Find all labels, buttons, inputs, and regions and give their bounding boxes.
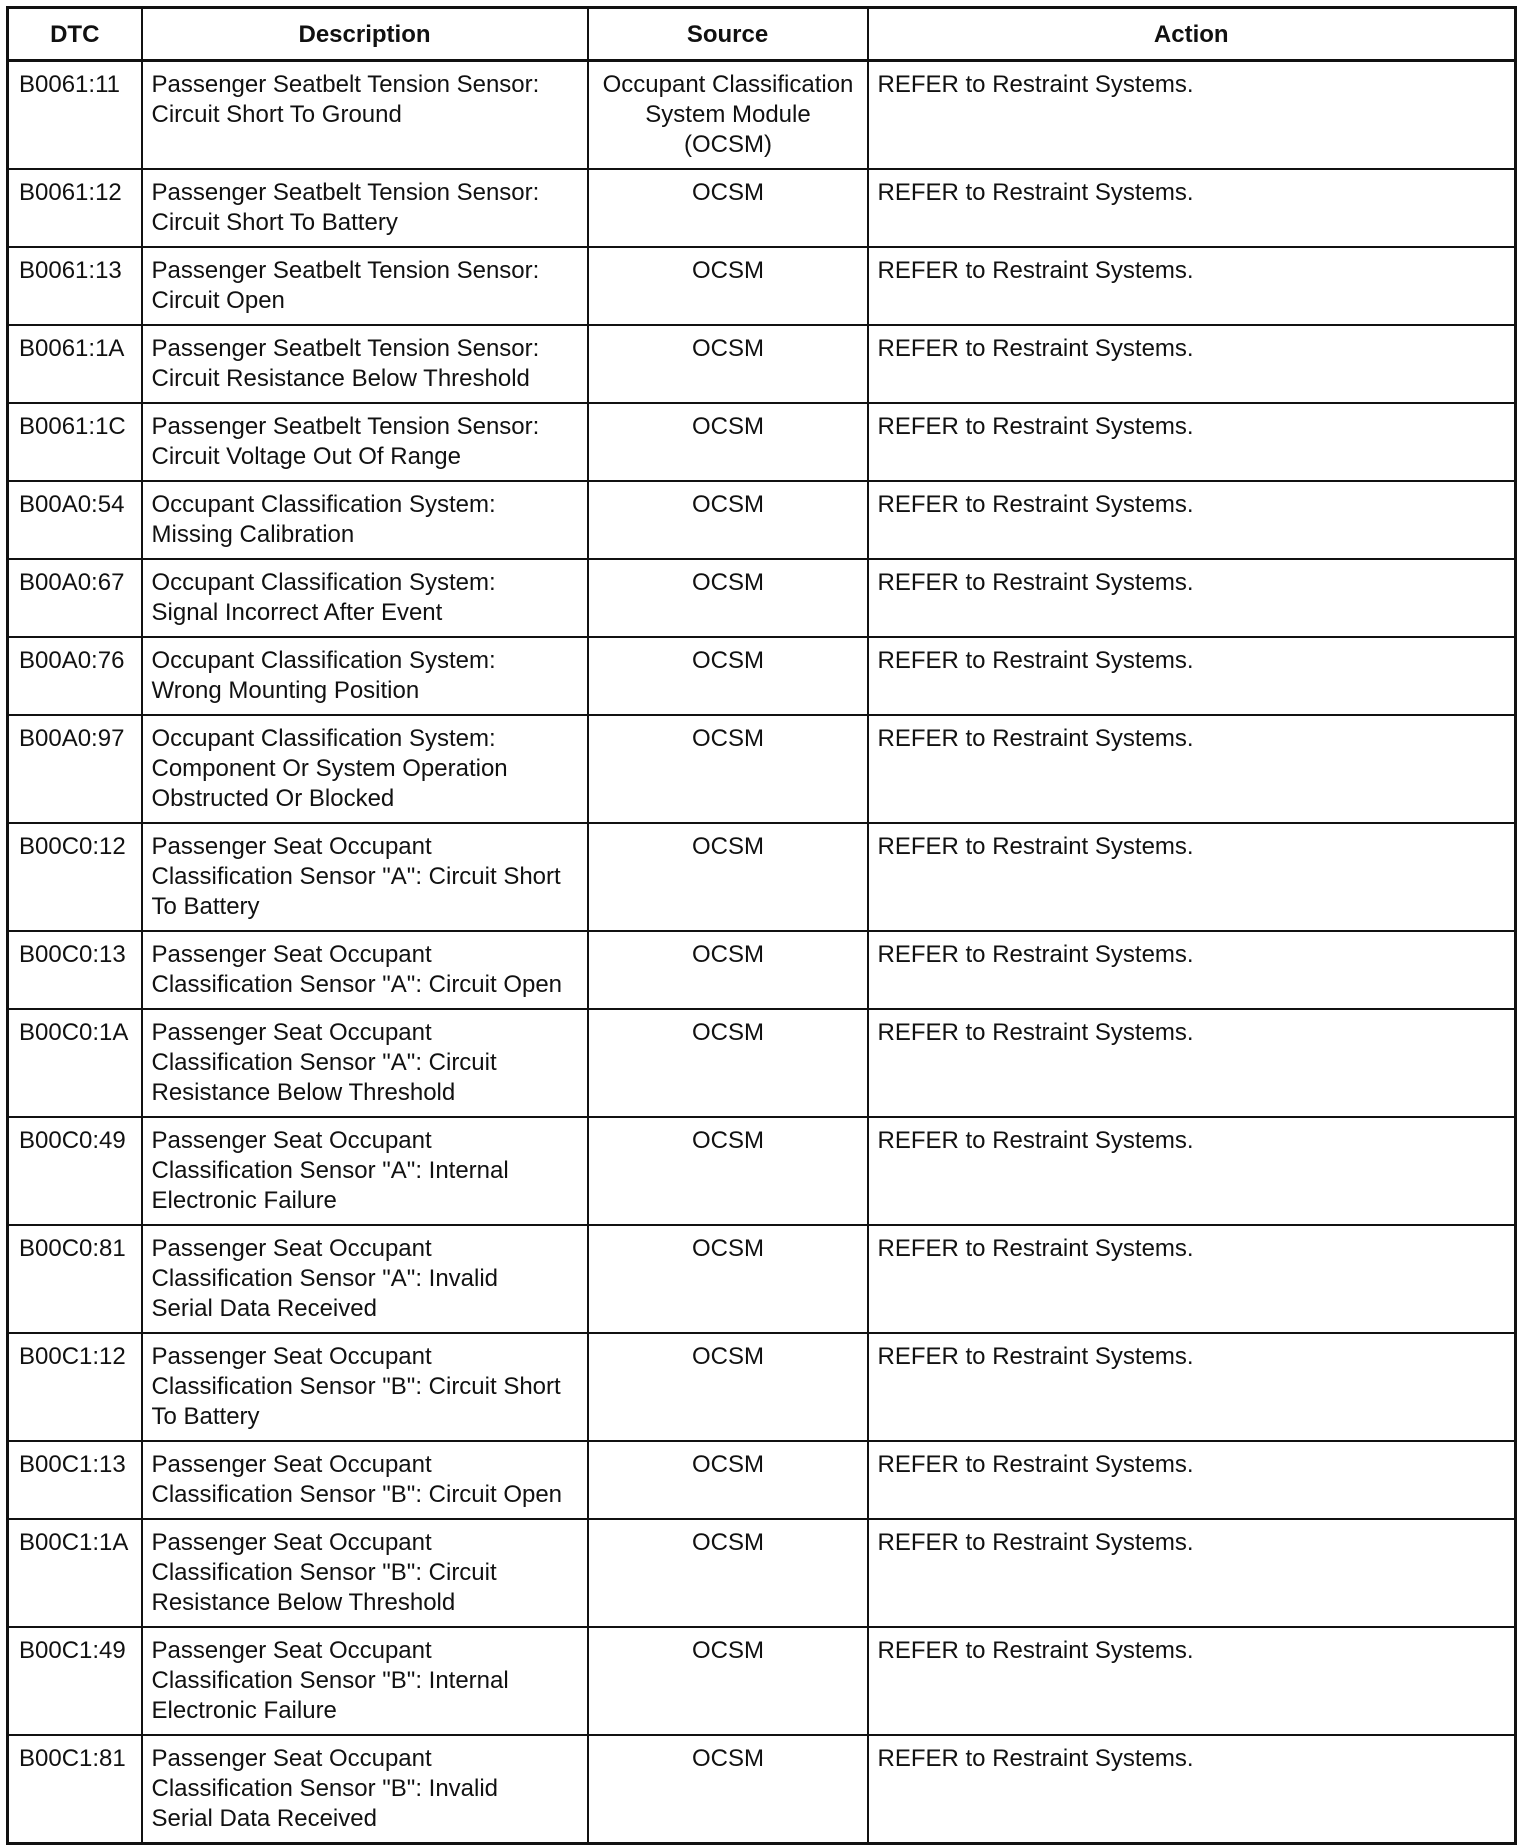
dtc-source — [588, 325, 868, 403]
source-line: (OCSM) — [684, 131, 772, 158]
dtc-action: REFER to Restraint Systems. — [868, 931, 1516, 1009]
column-header-action: Action — [868, 8, 1516, 61]
description-line: Classification Sensor "A": Internal — [151, 1157, 509, 1184]
table-row — [8, 1225, 1516, 1333]
dtc-description — [142, 403, 588, 481]
dtc-action: REFER to Restraint Systems. — [868, 1735, 1516, 1844]
dtc-action: REFER to Restraint Systems. — [868, 1225, 1516, 1333]
description-line: Classification Sensor "B": Internal — [151, 1667, 509, 1694]
source-line: OCSM — [692, 647, 764, 674]
dtc-code: B0061:1A — [8, 325, 142, 403]
dtc-table-container — [6, 6, 1517, 1845]
column-header-description: Description — [142, 8, 588, 61]
description-line: Passenger Seatbelt Tension Sensor: — [151, 413, 540, 440]
description-line: Serial Data Received — [151, 1295, 377, 1322]
dtc-code: B0061:12 — [8, 169, 142, 247]
dtc-source — [588, 1225, 868, 1333]
dtc-code: B00C1:81 — [8, 1735, 142, 1844]
dtc-source — [588, 559, 868, 637]
description-line: Circuit Open — [151, 287, 285, 314]
dtc-action: REFER to Restraint Systems. — [868, 169, 1516, 247]
description-line: Circuit Voltage Out Of Range — [151, 443, 461, 470]
table-row — [8, 169, 1516, 247]
table-row — [8, 61, 1516, 170]
dtc-description — [142, 1009, 588, 1117]
dtc-action: REFER to Restraint Systems. — [868, 637, 1516, 715]
dtc-description — [142, 637, 588, 715]
dtc-action: REFER to Restraint Systems. — [868, 1009, 1516, 1117]
dtc-action: REFER to Restraint Systems. — [868, 1441, 1516, 1519]
source-line: OCSM — [692, 257, 764, 284]
dtc-source — [588, 169, 868, 247]
dtc-source — [588, 715, 868, 823]
dtc-code: B00C0:81 — [8, 1225, 142, 1333]
description-line: Classification Sensor "B": Circuit — [151, 1559, 497, 1586]
dtc-source — [588, 1441, 868, 1519]
description-line: Missing Calibration — [151, 521, 355, 548]
description-line: Circuit Resistance Below Threshold — [151, 365, 530, 392]
dtc-action: REFER to Restraint Systems. — [868, 1519, 1516, 1627]
source-line: OCSM — [692, 491, 764, 518]
dtc-code: B0061:11 — [8, 61, 142, 170]
description-line: Classification Sensor "B": Circuit Open — [151, 1481, 563, 1508]
dtc-source — [588, 1333, 868, 1441]
dtc-code: B00C1:49 — [8, 1627, 142, 1735]
table-row — [8, 403, 1516, 481]
table-row — [8, 559, 1516, 637]
dtc-source — [588, 481, 868, 559]
source-line: OCSM — [692, 1529, 764, 1556]
description-line: Component Or System Operation — [151, 755, 508, 782]
description-line: Classification Sensor "A": Circuit Short — [151, 863, 561, 890]
dtc-description — [142, 1225, 588, 1333]
source-line: OCSM — [692, 413, 764, 440]
table-row — [8, 715, 1516, 823]
description-line: Classification Sensor "A": Invalid — [151, 1265, 499, 1292]
dtc-source — [588, 247, 868, 325]
description-line: Wrong Mounting Position — [151, 677, 420, 704]
dtc-code: B00A0:97 — [8, 715, 142, 823]
description-line: Classification Sensor "A": Circuit Open — [151, 971, 563, 998]
dtc-action: REFER to Restraint Systems. — [868, 1117, 1516, 1225]
description-line: Classification Sensor "B": Circuit Short — [151, 1373, 561, 1400]
description-line: Serial Data Received — [151, 1805, 377, 1832]
dtc-description — [142, 559, 588, 637]
source-line: OCSM — [692, 1127, 764, 1154]
description-line: Signal Incorrect After Event — [151, 599, 443, 626]
table-row — [8, 1441, 1516, 1519]
dtc-code: B00C1:13 — [8, 1441, 142, 1519]
description-line: Passenger Seat Occupant — [151, 941, 432, 968]
dtc-action: REFER to Restraint Systems. — [868, 403, 1516, 481]
dtc-code: B00A0:76 — [8, 637, 142, 715]
dtc-code: B00C1:12 — [8, 1333, 142, 1441]
dtc-code: B0061:13 — [8, 247, 142, 325]
dtc-action: REFER to Restraint Systems. — [868, 481, 1516, 559]
dtc-source — [588, 637, 868, 715]
dtc-action: REFER to Restraint Systems. — [868, 1627, 1516, 1735]
table-row — [8, 247, 1516, 325]
dtc-code: B00C1:1A — [8, 1519, 142, 1627]
source-line: OCSM — [692, 335, 764, 362]
dtc-code: B0061:1C — [8, 403, 142, 481]
dtc-action: REFER to Restraint Systems. — [868, 247, 1516, 325]
dtc-description — [142, 823, 588, 931]
source-line: Occupant Classification — [602, 71, 854, 98]
dtc-description — [142, 1117, 588, 1225]
dtc-code: B00C0:13 — [8, 931, 142, 1009]
dtc-source — [588, 931, 868, 1009]
description-line: Classification Sensor "A": Circuit — [151, 1049, 497, 1076]
table-row — [8, 1333, 1516, 1441]
description-line: Circuit Short To Battery — [151, 209, 398, 236]
dtc-description — [142, 169, 588, 247]
source-line: OCSM — [692, 1343, 764, 1370]
dtc-source — [588, 61, 868, 170]
table-header-row — [8, 8, 1516, 61]
table-row — [8, 1627, 1516, 1735]
description-line: Passenger Seat Occupant — [151, 1529, 432, 1556]
description-line: Passenger Seat Occupant — [151, 1745, 432, 1772]
dtc-source — [588, 1735, 868, 1844]
dtc-source — [588, 1519, 868, 1627]
dtc-source — [588, 1117, 868, 1225]
dtc-description — [142, 931, 588, 1009]
description-line: To Battery — [151, 893, 260, 920]
source-line: OCSM — [692, 725, 764, 752]
source-line: OCSM — [692, 1745, 764, 1772]
column-header-dtc: DTC — [8, 8, 142, 61]
description-line: Occupant Classification System: — [151, 569, 496, 596]
table-row — [8, 1009, 1516, 1117]
dtc-code: B00C0:49 — [8, 1117, 142, 1225]
dtc-code: B00C0:1A — [8, 1009, 142, 1117]
source-line: System Module — [645, 101, 811, 128]
dtc-action: REFER to Restraint Systems. — [868, 823, 1516, 931]
description-line: Occupant Classification System: — [151, 647, 496, 674]
table-row — [8, 481, 1516, 559]
dtc-description — [142, 1519, 588, 1627]
source-line: OCSM — [692, 569, 764, 596]
dtc-table — [6, 6, 1517, 1845]
dtc-description — [142, 61, 588, 170]
table-row — [8, 1735, 1516, 1844]
table-row — [8, 637, 1516, 715]
description-line: Passenger Seat Occupant — [151, 1343, 432, 1370]
description-line: Passenger Seat Occupant — [151, 1127, 432, 1154]
dtc-description — [142, 1627, 588, 1735]
dtc-description — [142, 1735, 588, 1844]
description-line: Passenger Seat Occupant — [151, 1451, 432, 1478]
description-line: Circuit Short To Ground — [151, 101, 402, 128]
source-line: OCSM — [692, 1451, 764, 1478]
table-row — [8, 931, 1516, 1009]
source-line: OCSM — [692, 1637, 764, 1664]
description-line: Occupant Classification System: — [151, 725, 496, 752]
dtc-action: REFER to Restraint Systems. — [868, 559, 1516, 637]
table-row — [8, 1519, 1516, 1627]
dtc-description — [142, 1441, 588, 1519]
description-line: Passenger Seatbelt Tension Sensor: — [151, 71, 540, 98]
description-line: Electronic Failure — [151, 1697, 337, 1724]
description-line: To Battery — [151, 1403, 260, 1430]
source-line: OCSM — [692, 941, 764, 968]
description-line: Passenger Seatbelt Tension Sensor: — [151, 257, 540, 284]
source-line: OCSM — [692, 833, 764, 860]
dtc-description — [142, 1333, 588, 1441]
dtc-code: B00C0:12 — [8, 823, 142, 931]
source-line: OCSM — [692, 179, 764, 206]
dtc-action: REFER to Restraint Systems. — [868, 61, 1516, 170]
description-line: Electronic Failure — [151, 1187, 337, 1214]
dtc-action: REFER to Restraint Systems. — [868, 715, 1516, 823]
source-line: OCSM — [692, 1019, 764, 1046]
dtc-code: B00A0:67 — [8, 559, 142, 637]
table-row — [8, 325, 1516, 403]
dtc-description — [142, 481, 588, 559]
description-line: Passenger Seat Occupant — [151, 1235, 432, 1262]
dtc-description — [142, 715, 588, 823]
description-line: Obstructed Or Blocked — [151, 785, 395, 812]
dtc-action: REFER to Restraint Systems. — [868, 1333, 1516, 1441]
dtc-source — [588, 823, 868, 931]
description-line: Passenger Seat Occupant — [151, 1637, 432, 1664]
description-line: Passenger Seat Occupant — [151, 833, 432, 860]
source-line: OCSM — [692, 1235, 764, 1262]
description-line: Passenger Seatbelt Tension Sensor: — [151, 335, 540, 362]
dtc-source — [588, 1627, 868, 1735]
dtc-source — [588, 1009, 868, 1117]
description-line: Resistance Below Threshold — [151, 1589, 456, 1616]
description-line: Resistance Below Threshold — [151, 1079, 456, 1106]
table-row — [8, 1117, 1516, 1225]
column-header-source: Source — [588, 8, 868, 61]
dtc-description — [142, 247, 588, 325]
dtc-code: B00A0:54 — [8, 481, 142, 559]
table-row — [8, 823, 1516, 931]
description-line: Classification Sensor "B": Invalid — [151, 1775, 499, 1802]
description-line: Occupant Classification System: — [151, 491, 496, 518]
dtc-source — [588, 403, 868, 481]
table-body — [8, 61, 1516, 1844]
dtc-description — [142, 325, 588, 403]
description-line: Passenger Seat Occupant — [151, 1019, 432, 1046]
dtc-action: REFER to Restraint Systems. — [868, 325, 1516, 403]
description-line: Passenger Seatbelt Tension Sensor: — [151, 179, 540, 206]
